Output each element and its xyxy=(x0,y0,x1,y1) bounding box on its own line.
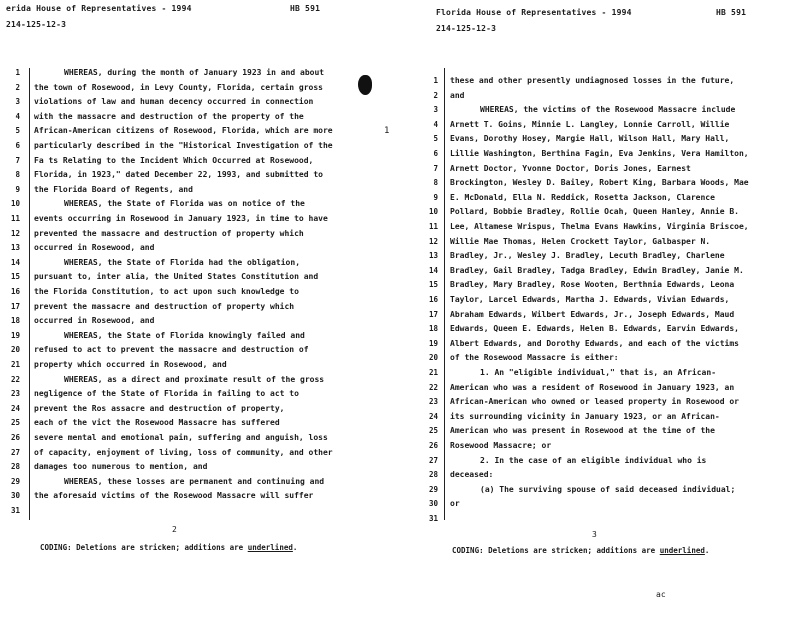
line-number: 29 xyxy=(428,484,438,494)
right-page xyxy=(384,0,800,617)
line-number: 29 xyxy=(10,476,20,486)
right-header-title: Florida House of Representatives - 1994 xyxy=(436,8,632,17)
left-header-code: 214-125-12-3 xyxy=(6,20,67,29)
line-number: 3 xyxy=(433,105,438,115)
coding-prefix: CODING: Deletions are stricken; additions are xyxy=(452,546,660,555)
line-number: 11 xyxy=(428,222,438,231)
coding-prefix: CODING: Deletions are stricken; additions are xyxy=(40,543,248,552)
text-line: prevent the Ros assacre and destruction of property, xyxy=(34,403,285,413)
text-line: 2. In the case of an eligible individual who is xyxy=(480,455,707,465)
line-number: 5 xyxy=(15,126,20,136)
left-coding-note xyxy=(40,543,297,552)
right-coding-note xyxy=(452,546,709,555)
line-number: 4 xyxy=(433,119,438,129)
text-line: Lillie Washington, Berthina Fagin, Eva Jenkins, Vera Hamilton, xyxy=(450,149,749,158)
text-line: Florida, in 1923," dated December 22, 1993, and submitted to xyxy=(34,170,323,180)
text-line: each of the vict the Rosewood Massacre has suffered xyxy=(34,418,280,428)
text-line: these and other presently undiagnosed losses in the future, xyxy=(450,76,735,85)
text-line: Lee, Altamese Wrispus, Thelma Evans Hawkins, Virginia Briscoe, xyxy=(450,222,749,231)
line-number: 14 xyxy=(10,257,20,267)
line-number: 24 xyxy=(10,403,20,413)
text-line: of the Rosewood Massacre is either: xyxy=(450,353,619,363)
line-number: 2 xyxy=(15,82,20,92)
line-number: 19 xyxy=(10,330,20,340)
line-number: 8 xyxy=(15,170,20,180)
text-line: Albert Edwards, and Dorothy Edwards, and each of the victims xyxy=(450,338,739,348)
line-number: 4 xyxy=(15,111,20,121)
line-number: 12 xyxy=(428,236,438,246)
text-line: Brockington, Wesley D. Bailey, Robert King, Barbara Woods, Mae xyxy=(450,178,749,188)
line-number: 25 xyxy=(428,426,438,436)
line-number: 13 xyxy=(428,251,438,261)
text-line: E. McDonald, Ella N. Reddick, Rosetta Jackson, Clarence xyxy=(450,192,715,202)
text-line: Rosewood Massacre; or xyxy=(450,441,552,450)
left-header-title: erida House of Representatives - 1994 xyxy=(6,4,192,13)
text-line: Abraham Edwards, Wilbert Edwards, Jr., Joseph Edwards, Maud xyxy=(450,309,735,319)
line-number: 10 xyxy=(10,199,20,209)
text-line: violations of law and human decency occurred in connection xyxy=(34,97,314,107)
line-number: 16 xyxy=(428,295,438,304)
text-line: pursuant to, inter alia, the United States Constitution and xyxy=(34,272,319,282)
text-line: events occurring in Rosewood in January 1923, in time to have xyxy=(34,214,328,223)
text-line: WHEREAS, the State of Florida knowingly failed and xyxy=(64,330,305,340)
line-number: 7 xyxy=(433,163,438,173)
line-number: 30 xyxy=(10,491,20,501)
text-line: WHEREAS, the State of Florida had the obligation, xyxy=(64,257,301,267)
line-number: 1 xyxy=(15,68,20,77)
right-margin-rule xyxy=(444,68,445,520)
text-line: WHEREAS, during the month of January 1923 in and about xyxy=(64,68,325,77)
line-number: 16 xyxy=(10,287,20,296)
line-number: 17 xyxy=(10,301,20,311)
line-number: 26 xyxy=(10,433,20,442)
left-header-bill: HB 591 xyxy=(290,4,321,13)
left-margin-rule xyxy=(29,68,30,520)
text-line: severe mental and emotional pain, suffering and anguish, loss xyxy=(34,433,328,442)
right-header-code: 214-125-12-3 xyxy=(436,24,497,33)
text-line: negligence of the State of Florida in failing to act to xyxy=(34,389,299,399)
line-number: 30 xyxy=(428,499,438,509)
right-header-bill: HB 591 xyxy=(716,8,747,17)
line-number: 1 xyxy=(433,76,438,85)
line-number: 9 xyxy=(15,184,20,194)
text-line: Taylor, Larcel Edwards, Martha J. Edwards, Vivian Edwards, xyxy=(450,295,730,304)
line-number: 31 xyxy=(10,506,20,515)
text-line: or xyxy=(450,499,460,509)
text-line: Edwards, Queen E. Edwards, Helen B. Edwards, Earvin Edwards, xyxy=(450,324,739,334)
line-number: 7 xyxy=(15,155,20,165)
corner-mark: ac xyxy=(656,590,666,599)
line-number: 24 xyxy=(428,411,438,421)
line-number: 21 xyxy=(428,368,438,377)
line-number: 31 xyxy=(428,514,438,523)
line-number: 20 xyxy=(10,345,20,355)
line-number: 27 xyxy=(10,447,20,457)
line-number: 23 xyxy=(10,389,20,399)
line-number: 2 xyxy=(433,90,438,100)
text-line: WHEREAS, the State of Florida was on notice of the xyxy=(64,199,305,209)
coding-suffix: . xyxy=(292,543,298,552)
line-number: 27 xyxy=(428,455,438,465)
line-number: 22 xyxy=(10,374,20,384)
line-number: 22 xyxy=(428,382,438,392)
text-line: (a) The surviving spouse of said deceased individual; xyxy=(480,484,736,494)
line-number: 13 xyxy=(10,243,20,253)
line-number: 19 xyxy=(428,338,438,348)
line-number: 26 xyxy=(428,441,438,450)
line-number: 12 xyxy=(10,228,20,238)
line-number: 23 xyxy=(428,397,438,407)
text-line: with the massacre and destruction of the property of the xyxy=(34,111,304,121)
line-number: 18 xyxy=(428,324,438,334)
text-line: property which occurred in Rosewood, and xyxy=(34,360,227,369)
line-number: 14 xyxy=(428,265,438,275)
line-number: 8 xyxy=(433,178,438,188)
text-line: Pollard, Bobbie Bradley, Rollie Ocah, Queen Hanley, Annie B. xyxy=(450,207,739,217)
text-line: Willie Mae Thomas, Helen Crockett Taylor, Galbasper N. xyxy=(450,236,711,246)
text-line: American who was present in Rosewood at the time of the xyxy=(450,426,715,436)
text-line: deceased: xyxy=(450,470,494,480)
left-page-number: 2 xyxy=(172,525,177,534)
text-line: occurred in Rosewood, and xyxy=(34,243,155,253)
text-line: damages too numerous to mention, and xyxy=(34,462,208,472)
line-number: 25 xyxy=(10,418,20,428)
text-line: Fa ts Relating to the Incident Which Occurred at Rosewood, xyxy=(34,155,314,165)
text-line: Arnett T. Goins, Minnie L. Langley, Lonnie Carroll, Willie xyxy=(450,119,730,129)
line-number: 3 xyxy=(15,97,20,107)
line-number: 5 xyxy=(433,134,438,144)
text-line: prevented the massacre and destruction of property which xyxy=(34,228,304,238)
line-number: 21 xyxy=(10,360,20,369)
text-line: American who was a resident of Rosewood in January 1923, an xyxy=(450,382,735,392)
text-line: occurred in Rosewood, and xyxy=(34,316,155,326)
text-line: and xyxy=(450,90,465,100)
right-page-number: 3 xyxy=(592,530,597,539)
line-number: 15 xyxy=(10,272,20,282)
coding-underlined: underlined xyxy=(659,546,705,555)
line-number: 6 xyxy=(15,141,20,150)
text-line: the Florida Constitution, to act upon such knowledge to xyxy=(34,287,299,296)
text-line: its surrounding vicinity in January 1923, or an African- xyxy=(450,411,720,421)
text-line: Bradley, Gail Bradley, Tadga Bradley, Edwin Bradley, Janie M. xyxy=(450,265,744,275)
coding-underlined: underlined xyxy=(247,543,293,552)
line-number: 18 xyxy=(10,316,20,326)
line-number: 15 xyxy=(428,280,438,290)
text-line: WHEREAS, these losses are permanent and continuing and xyxy=(64,476,325,486)
text-line: the town of Rosewood, in Levy County, Florida, certain gross xyxy=(34,82,323,92)
line-number: 10 xyxy=(428,207,438,217)
text-line: Bradley, Mary Bradley, Rose Wooten, Berthnia Edwards, Leona xyxy=(450,280,735,290)
text-line: African-American citizens of Rosewood, Florida, which are more xyxy=(34,126,333,136)
line-number: 28 xyxy=(10,462,20,472)
text-line: Evans, Dorothy Hosey, Margie Hall, Wilson Hall, Mary Hall, xyxy=(450,134,730,144)
line-number: 20 xyxy=(428,353,438,363)
text-line: the aforesaid victims of the Rosewood Massacre will suffer xyxy=(34,491,314,501)
coding-suffix: . xyxy=(704,546,710,555)
text-line: prevent the massacre and destruction of property which xyxy=(34,301,295,311)
ink-blot xyxy=(358,75,372,95)
text-line: Bradley, Jr., Wesley J. Bradley, Lecuth Bradley, Charlene xyxy=(450,251,725,261)
text-line: Arnett Doctor, Yvonne Doctor, Doris Jones, Earnest xyxy=(450,163,691,173)
text-line: WHEREAS, the victims of the Rosewood Massacre include xyxy=(480,105,736,115)
line-number: 17 xyxy=(428,309,438,319)
line-number: 28 xyxy=(428,470,438,480)
text-line: 1. An "eligible individual," that is, an African- xyxy=(480,368,717,377)
text-line: particularly described in the "Historical Investigation of the xyxy=(34,141,333,150)
line-number: 11 xyxy=(10,214,20,223)
line-number: 6 xyxy=(433,149,438,158)
text-line: African-American who owned or leased property in Rosewood or xyxy=(450,397,739,407)
text-line: WHEREAS, as a direct and proximate result of the gross xyxy=(64,374,325,384)
text-line: the Florida Board of Regents, and xyxy=(34,184,193,194)
margin-mark: 1 xyxy=(384,126,390,136)
text-line: refused to act to prevent the massacre and destruction of xyxy=(34,345,309,355)
line-number: 9 xyxy=(433,192,438,202)
text-line: of capacity, enjoyment of living, loss of community, and other xyxy=(34,447,333,457)
